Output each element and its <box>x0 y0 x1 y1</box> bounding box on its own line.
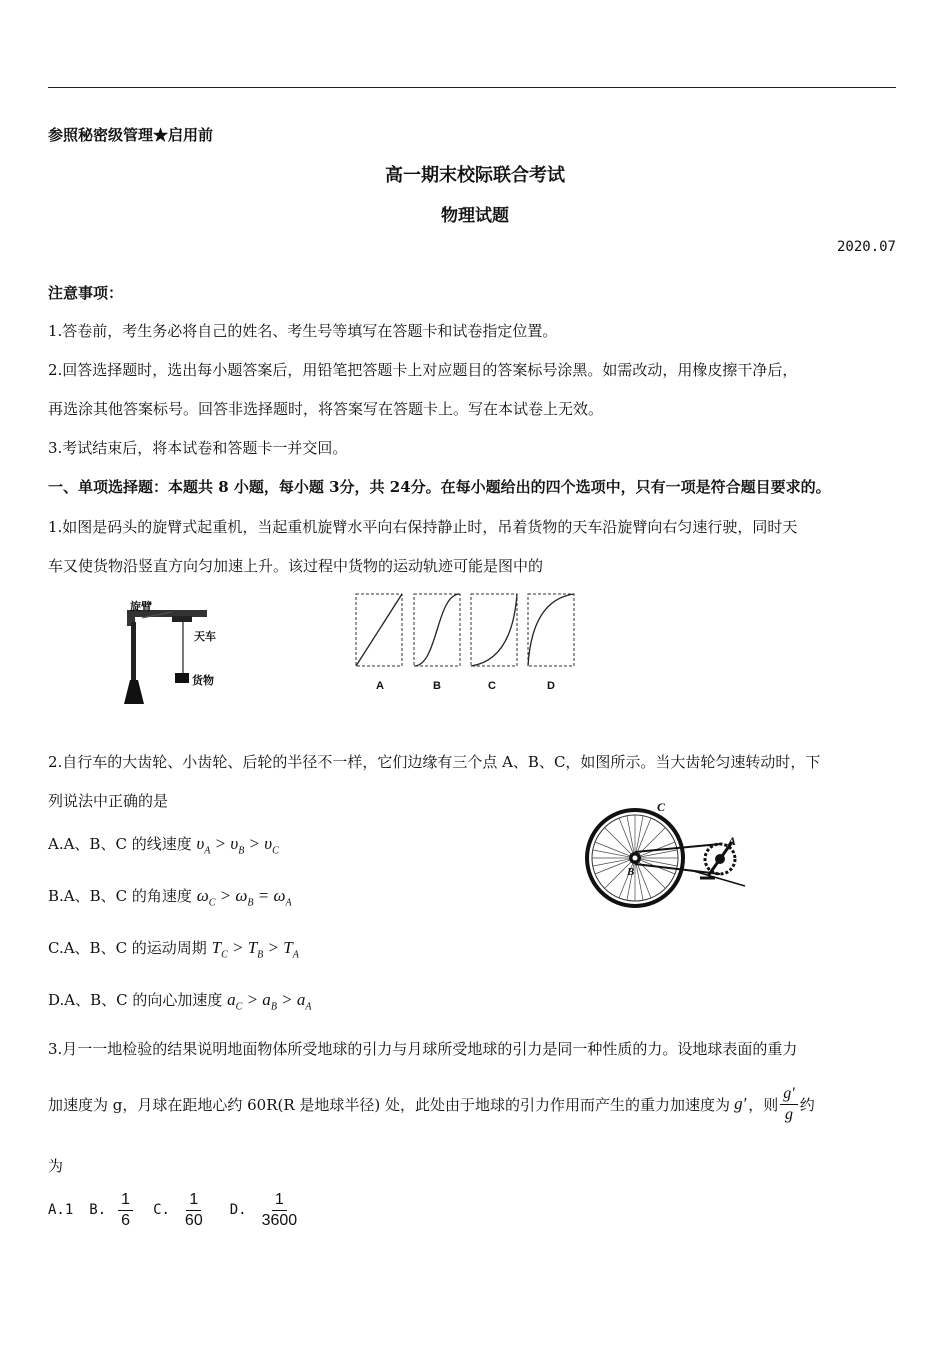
q3-option-c-numerator: 1 <box>186 1190 201 1211</box>
q3-g-prime: g′ <box>734 1094 747 1113</box>
note-item-3: 3.考试结束后，将本试卷和答题卡一并交回。 <box>48 439 348 457</box>
q2-line2: 列说法中正确的是 <box>48 792 169 810</box>
q3-ratio-denominator: g <box>785 1105 794 1123</box>
trajectory-label-a: A <box>376 680 384 692</box>
q3-line3: 为 <box>48 1157 64 1175</box>
trajectory-d <box>528 594 574 666</box>
trajectory-a <box>356 594 402 666</box>
trajectory-c <box>471 594 517 666</box>
q3-option-d-label[interactable]: D. <box>229 1202 247 1218</box>
q2-option-a-formula: $\upsilon_A > \upsilon_B > \upsilon_C$ <box>196 834 279 857</box>
trajectory-b <box>414 594 460 666</box>
trajectory-label-c: C <box>488 680 496 692</box>
q3-comma: ，则 <box>748 1095 779 1114</box>
note-item-2-line1: 2.回答选择题时，选出每小题答案后，用铅笔把答题卡上对应题目的答案标号涂黑。如需改动，用橡皮擦干净后， <box>48 361 798 379</box>
q3-option-b-fraction <box>118 1190 133 1231</box>
trajectory-graphs <box>352 590 582 670</box>
note-item-1: 1.答卷前，考生务必将自己的姓名、考生号等填写在答题卡和试卷指定位置。 <box>48 322 558 340</box>
q2-option-c[interactable] <box>48 937 299 960</box>
crane-trolley-label: 天车 <box>194 631 216 643</box>
subject-title: 物理试题 <box>441 206 509 226</box>
q3-option-b-numerator: 1 <box>118 1190 133 1211</box>
trajectory-label-d: D <box>547 680 555 692</box>
q3-option-c-denominator: 60 <box>184 1211 203 1229</box>
note-item-2-line2: 再选涂其他答案标号。回答非选择题时，将答案写在答题卡上。写在本试卷上无效。 <box>48 400 604 418</box>
bicycle-gear-diagram <box>580 798 760 918</box>
q2-option-d-text: D.A、B、C 的向心加速度 <box>48 991 223 1009</box>
point-b-label: B <box>627 866 635 878</box>
q2-option-a-text: A.A、B、C 的线速度 <box>48 835 192 853</box>
q3-option-c-fraction <box>182 1190 206 1231</box>
trajectory-label-b: B <box>433 680 441 692</box>
q3-line1: 3.月一一地检验的结果说明地面物体所受地球的引力与月球所受地球的引力是同一种性质的力。设地球表面的重力 <box>48 1040 798 1058</box>
q3-option-b-label[interactable]: B. <box>89 1202 107 1218</box>
q3-option-d-denominator: 3600 <box>261 1211 298 1229</box>
top-rule <box>48 87 896 88</box>
q3-option-d-numerator: 1 <box>272 1190 287 1211</box>
confidential-label: 参照秘密级管理★启用前 <box>48 126 214 144</box>
q3-ratio-numerator: g′ <box>780 1084 798 1105</box>
q2-option-b-text: B.A、B、C 的角速度 <box>48 887 192 905</box>
notes-heading: 注意事项： <box>48 284 124 302</box>
q1-line2: 车又使货物沿竖直方向匀加速上升。该过程中货物的运动轨迹可能是图中的 <box>48 557 544 575</box>
crane-figure <box>112 596 232 708</box>
q3-line2-end: 约 <box>799 1095 815 1114</box>
q2-option-d-formula: $a_C > a_B > a_A$ <box>227 990 312 1013</box>
q2-option-c-formula: $T_C > T_B > T_A$ <box>211 938 299 961</box>
point-a-label: A <box>728 834 737 848</box>
point-c-label: C <box>657 800 666 814</box>
q3-options <box>48 1186 302 1234</box>
q3-line2 <box>48 1080 815 1128</box>
q2-line1: 2.自行车的大齿轮、小齿轮、后轮的半径不一样，它们边缘有三个点 A、B、C，如图所示。当大齿轮匀速转动时，下 <box>48 753 821 771</box>
q1-line1: 1.如图是码头的旋臂式起重机，当起重机旋臂水平向右保持静止时，吊着货物的天车沿旋臂向右匀速行驶，同时天 <box>48 518 798 536</box>
crane-cargo-label: 货物 <box>192 675 214 687</box>
bicycle-figure <box>580 798 760 918</box>
crane-arm-label: 旋臂 <box>130 601 152 613</box>
q3-option-d-fraction <box>259 1190 301 1231</box>
q3-ratio-fraction <box>780 1084 798 1125</box>
q2-option-b[interactable] <box>48 885 292 908</box>
exam-title: 高一期末校际联合考试 <box>385 165 565 186</box>
q3-option-c-label[interactable]: C. <box>153 1202 170 1218</box>
q2-option-c-text: C.A、B、C 的运动周期 <box>48 939 207 957</box>
q2-option-a[interactable] <box>48 833 279 856</box>
q3-option-b-denominator: 6 <box>121 1211 131 1229</box>
q1-trajectory-options <box>352 590 582 700</box>
section-1-heading: 一、单项选择题：本题共 8 小题，每小题 3分，共 24分。在每小题给出的四个选项中，只有一项是符合题目要求的。 <box>48 478 831 496</box>
exam-date: 2020.07 <box>836 239 896 255</box>
q3-line2-text: 加速度为 g，月球在距地心约 60R(R 是地球半径) 处，此处由于地球的引力作用而产生的重力加速度为 <box>48 1095 731 1114</box>
q2-option-b-formula: $\omega_C > \omega_B = \omega_A$ <box>196 886 292 909</box>
q3-option-a[interactable]: A.1 <box>48 1202 74 1218</box>
q2-option-d[interactable] <box>48 989 312 1012</box>
